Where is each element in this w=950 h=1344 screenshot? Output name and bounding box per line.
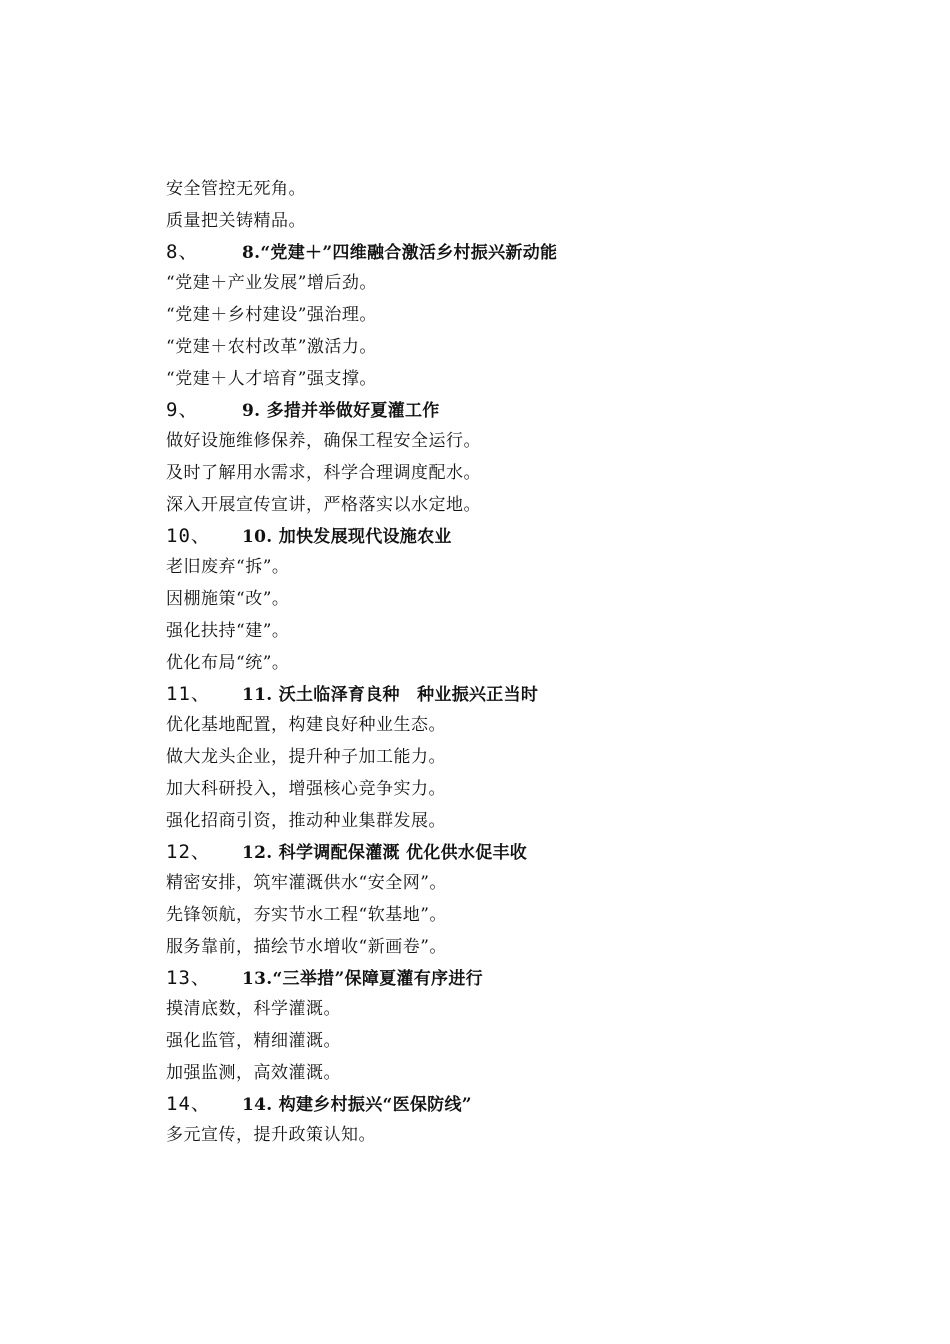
list-item: 做好设施维修保养，确保工程安全运行。 bbox=[166, 431, 481, 451]
list-item: “党建＋农村改革”激活力。 bbox=[166, 337, 377, 357]
section-heading bbox=[166, 395, 866, 425]
section-title: 12. 科学调配保灌溉 优化供水促丰收 bbox=[242, 843, 528, 863]
list-item: 强化监管，精细灌溉。 bbox=[166, 1031, 341, 1051]
list-item: 加大科研投入，增强核心竞争实力。 bbox=[166, 779, 446, 799]
list-item: 服务靠前，描绘节水增收“新画卷”。 bbox=[166, 937, 447, 957]
section-number: 11、 bbox=[166, 683, 211, 705]
section-number: 10、 bbox=[166, 525, 211, 547]
section-heading bbox=[166, 237, 866, 267]
section-heading bbox=[166, 521, 866, 551]
section-number: 13、 bbox=[166, 967, 211, 989]
list-item: 因棚施策“改”。 bbox=[166, 589, 290, 609]
list-item: 先锋领航，夯实节水工程“软基地”。 bbox=[166, 905, 447, 925]
section-number: 9、 bbox=[166, 399, 199, 421]
section-number: 14、 bbox=[166, 1093, 211, 1115]
list-item: 强化招商引资，推动种业集群发展。 bbox=[166, 811, 446, 831]
list-item: 精密安排，筑牢灌溉供水“安全网”。 bbox=[166, 873, 447, 893]
list-item: 优化基地配置，构建良好种业生态。 bbox=[166, 715, 446, 735]
list-item: “党建＋乡村建设”强治理。 bbox=[166, 305, 377, 325]
section-title: 14. 构建乡村振兴“医保防线” bbox=[242, 1095, 472, 1115]
section-heading bbox=[166, 837, 866, 867]
list-item: 多元宣传，提升政策认知。 bbox=[166, 1125, 376, 1145]
list-item: “党建＋人才培育”强支撑。 bbox=[166, 369, 377, 389]
section-heading bbox=[166, 679, 866, 709]
section-title: 11. 沃土临泽育良种 种业振兴正当时 bbox=[242, 685, 539, 705]
body-line: 质量把关铸精品。 bbox=[166, 211, 306, 231]
document-body bbox=[166, 173, 866, 1151]
list-item: 及时了解用水需求，科学合理调度配水。 bbox=[166, 463, 481, 483]
section-title: 10. 加快发展现代设施农业 bbox=[242, 527, 452, 547]
section-heading bbox=[166, 1089, 866, 1119]
section-title: 9. 多措并举做好夏灌工作 bbox=[242, 401, 440, 421]
list-item: “党建＋产业发展”增后劲。 bbox=[166, 273, 377, 293]
section-title: 13.“三举措”保障夏灌有序进行 bbox=[242, 969, 483, 989]
section-heading bbox=[166, 963, 866, 993]
list-item: 优化布局“统”。 bbox=[166, 653, 290, 673]
list-item: 强化扶持“建”。 bbox=[166, 621, 290, 641]
list-item: 摸清底数，科学灌溉。 bbox=[166, 999, 341, 1019]
section-number: 12、 bbox=[166, 841, 211, 863]
list-item: 老旧废弃“拆”。 bbox=[166, 557, 290, 577]
section-number: 8、 bbox=[166, 241, 199, 263]
section-title: 8.“党建＋”四维融合激活乡村振兴新动能 bbox=[242, 243, 558, 263]
list-item: 深入开展宣传宣讲，严格落实以水定地。 bbox=[166, 495, 481, 515]
list-item: 加强监测，高效灌溉。 bbox=[166, 1063, 341, 1083]
body-line: 安全管控无死角。 bbox=[166, 179, 306, 199]
list-item: 做大龙头企业，提升种子加工能力。 bbox=[166, 747, 446, 767]
